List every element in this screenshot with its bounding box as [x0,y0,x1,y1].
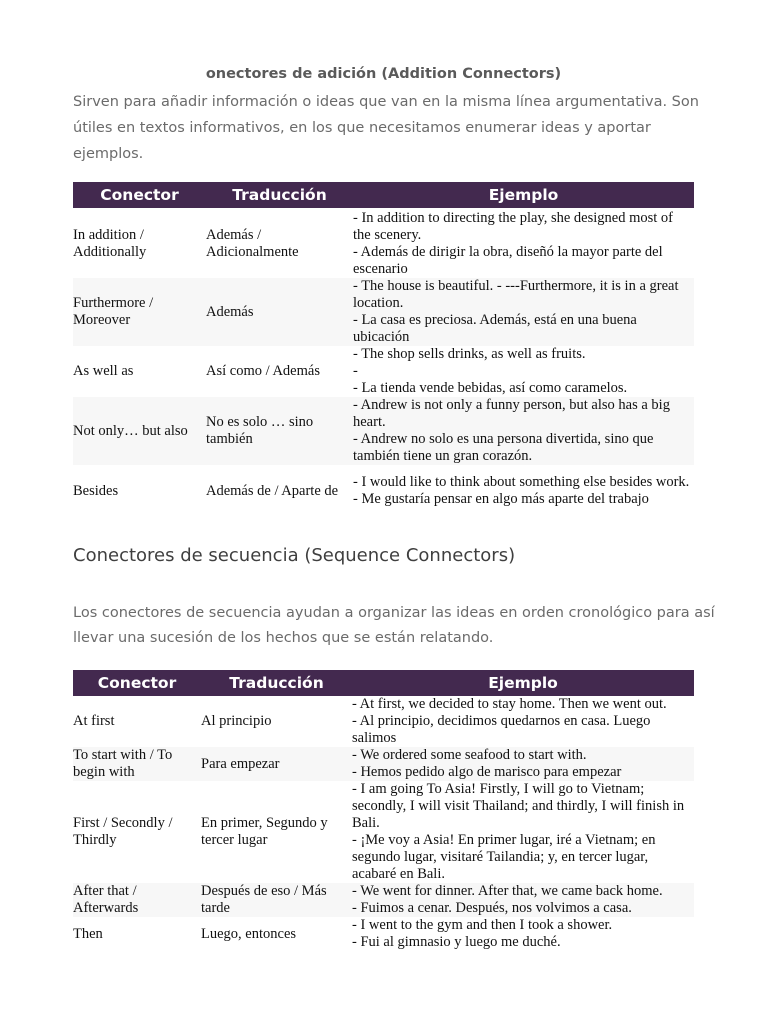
addition-connectors-table [73,182,694,517]
table-header-row [73,182,694,208]
example-line: - In addition to directing the play, she designed most of the scenery. [353,210,674,243]
connector-cell: In addition / Additionally [73,227,147,260]
example-cell [353,465,694,517]
example-cell [353,397,694,465]
example-line: - Al principio, decidimos quedarnos en casa. Luego salimos [352,713,651,746]
translation-cell: No es solo … sino también [206,397,353,465]
connector-cell: After that / Afterwards [73,883,201,917]
example-line: - Hemos pedido algo de marisco para empezar [352,764,622,780]
section-addition-intro: Sirven para añadir información o ideas que van en la misma línea argumentativa. Son útiles en textos informativos, en los que necesitamos enumerar ideas y aportar ejemplos. [73,94,699,162]
connector-cell: First / Secondly / Thirdly [73,815,173,848]
table-row [73,210,694,278]
translation-cell: En primer, Segundo y tercer lugar [201,815,328,848]
example-line: - At first, we decided to stay home. Then we went out. [352,696,667,712]
header-example: Ejemplo [353,182,694,208]
table-row [73,346,694,397]
example-line: - Además de dirigir la obra, diseñó la mayor parte del escenario [353,244,663,277]
example-line: - La casa es preciosa. Además, está en una buena ubicación [353,312,637,345]
translation-cell: Al principio [201,713,272,729]
table-row [73,917,694,951]
example-line: - The house is beautiful. - ---Furthermore, it is in a great location. [353,278,679,311]
table-row [73,696,694,747]
example-cell [352,696,694,747]
example-cell [353,210,694,278]
table-row [73,883,694,917]
example-line: - The shop sells drinks, as well as fruits. [353,346,586,362]
example-line: - Andrew no solo es una persona divertida, sino que también tiene un gran corazón. [353,431,654,464]
table-row [73,397,694,465]
translation-cell: Para empezar [201,747,352,781]
header-translation: Traducción [201,670,352,696]
table-row [73,465,694,517]
translation-cell: Además [206,278,353,346]
connector-cell: Then [73,925,103,942]
connector-cell: Furthermore / Moreover [73,278,206,346]
connector-cell: As well as [73,363,134,379]
table-header-row [73,670,694,696]
table-row [73,278,694,346]
header-connector: Conector [73,182,206,208]
section-sequence-intro: Los conectores de secuencia ayudan a organizar las ideas en orden cronológico para así llevar una sucesión de los hechos que se están relatando. [73,605,715,646]
translation-cell: Además de / Aparte de [206,482,339,499]
translation-cell: Así como / Además [206,363,320,379]
example-cell [353,278,694,346]
example-cell [352,747,694,781]
translation-cell: Luego, entonces [201,925,297,942]
connector-cell: Not only… but also [73,397,206,465]
section-addition-title: onectores de adición (Addition Connectors) [205,66,562,82]
connector-cell: Besides [73,482,119,499]
example-cell [352,917,694,951]
table-row [73,781,694,883]
example-line: - La tienda vende bebidas, así como caramelos. [353,380,628,396]
example-cell [353,346,694,397]
example-line: - Andrew is not only a funny person, but also has a big heart. [353,397,670,430]
translation-cell: Después de eso / Más tarde [201,883,352,917]
example-line: - I would like to think about something else besides work. [353,474,690,490]
connector-cell: At first [73,713,115,729]
example-line: - Fuimos a cenar. Después, nos volvimos a casa. [352,900,632,916]
example-line: - [353,363,358,379]
table-row [73,747,694,781]
example-line: - I went to the gym and then I took a shower. [352,917,613,933]
example-line: - Me gustaría pensar en algo más aparte del trabajo [353,491,649,507]
example-line: - We ordered some seafood to start with. [352,747,587,763]
header-connector: Conector [73,670,201,696]
translation-cell: Además / Adicionalmente [206,227,299,260]
example-line: - Fui al gimnasio y luego me duché. [352,934,561,950]
connector-cell: To start with / To begin with [73,747,201,781]
example-line: - ¡Me voy a Asia! En primer lugar, iré a Vietnam; en segundo lugar, visitaré Tailandia; y, en tercer lugar, acabaré en Bali. [352,832,656,882]
sequence-connectors-table [73,670,694,951]
example-cell [352,883,694,917]
example-cell [352,781,694,883]
example-line: - I am going To Asia! Firstly, I will go to Vietnam; secondly, I will visit Thailand; and thirdly, I will finish in Bali. [352,781,685,831]
section-sequence-title: Conectores de secuencia (Sequence Connectors) [73,545,516,566]
header-example: Ejemplo [352,670,694,696]
example-line: - We went for dinner. After that, we came back home. [352,883,663,899]
header-translation: Traducción [206,182,353,208]
